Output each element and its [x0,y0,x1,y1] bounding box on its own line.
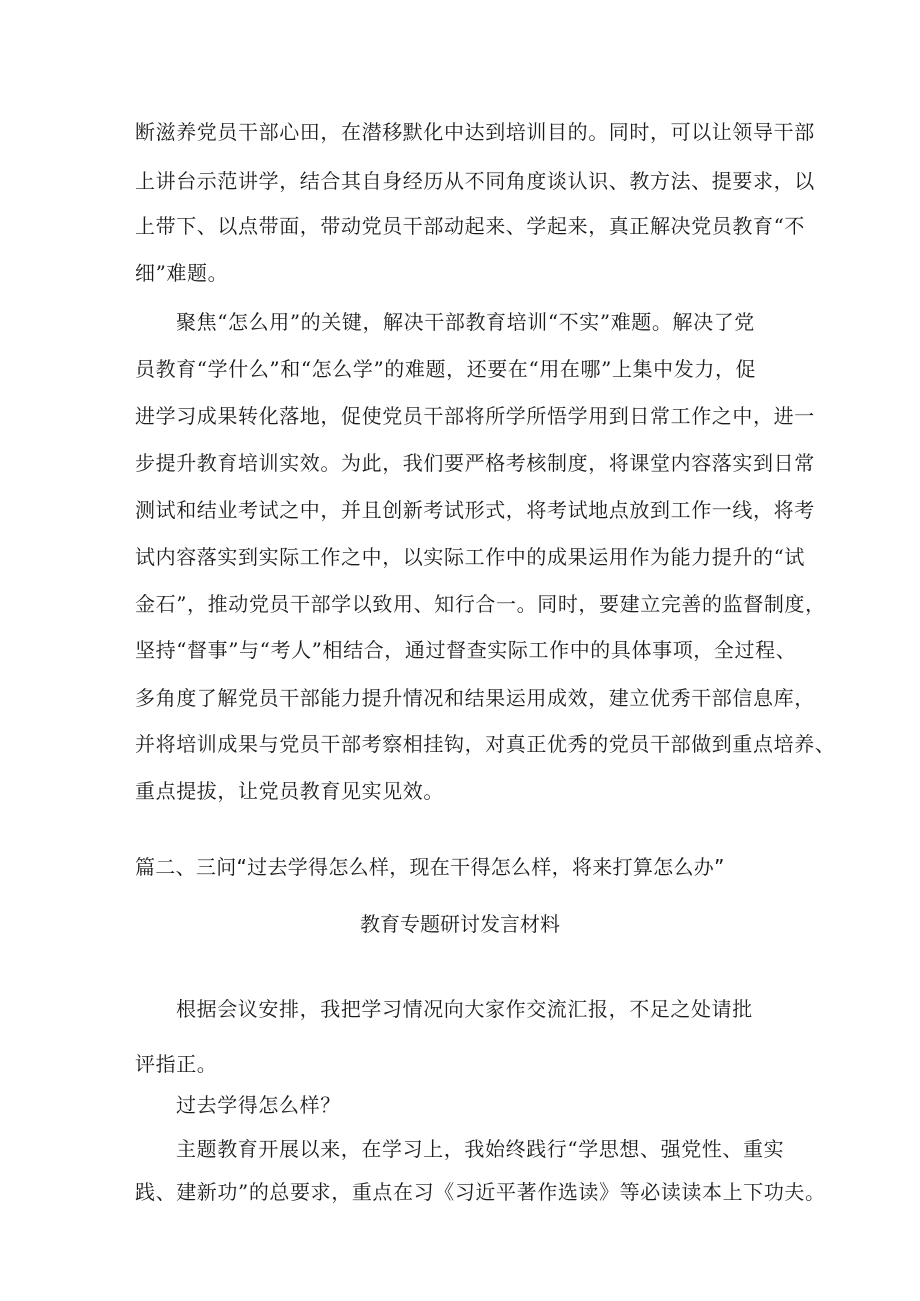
paragraph-line: 试内容落实到实际工作之中，以实际工作中的成果运用作为能力提升的“试 [135,545,806,569]
paragraph-line: 并将培训成果与党员干部考察相挂钩，对真正优秀的党员干部做到重点培养、 [135,732,836,756]
paragraph-line: 聚焦“怎么用”的关键，解决干部教育培训“不实”难题。解决了党 [176,310,755,334]
paragraph-line: 进学习成果转化落地，促使党员干部将所学所悟学用到日常工作之中，进一 [135,404,815,428]
paragraph-line: 测试和结业考试之中，并且创新考试形式，将考试地点放到工作一线，将考 [135,498,815,522]
paragraph-line: 金石”，推动党员干部学以致用、知行合一。同时，要建立完善的监督制度， [135,592,826,616]
intro-line: 根据会议安排，我把学习情况向大家作交流汇报，不足之处请批 [176,997,753,1021]
body-line: 主题教育开展以来，在学习上，我始终践行“学思想、强党性、重实 [176,1137,785,1161]
paragraph-line: 断滋养党员干部心田，在潜移默化中达到培训目的。同时，可以让领导干部 [135,120,815,144]
section-title: 篇二、三问“过去学得怎么样，现在干得怎么样，将来打算怎么办” [135,855,725,879]
paragraph-line: 重点提拔，让党员教育见实见效。 [135,779,444,803]
paragraph-line: 员教育“学什么”和“怎么学”的难题，还要在“用在哪”上集中发力，促 [135,357,757,381]
intro-line: 评指正。 [135,1052,218,1076]
question-heading: 过去学得怎么样？ [176,1093,341,1117]
paragraph-line: 细”难题。 [135,261,229,285]
paragraph-line: 步提升教育培训实效。为此，我们要严格考核制度，将课堂内容落实到日常 [135,451,815,475]
paragraph-line: 坚持“督事”与“考人”相结合，通过督查实际工作中的具体事项，全过程、 [135,638,797,662]
section-subtitle: 教育专题研讨发言材料 [360,912,560,936]
paragraph-line: 上讲台示范讲学，结合其自身经历从不同角度谈认识、教方法、提要求，以 [135,169,815,193]
paragraph-line: 多角度了解党员干部能力提升情况和结果运用成效，建立优秀干部信息库， [135,686,815,710]
body-line: 践、建新功”的总要求，重点在习《习近平著作选读》等必读读本上下功夫。 [135,1180,826,1204]
paragraph-line: 上带下、以点带面，带动党员干部动起来、学起来，真正解决党员教育“不 [135,214,806,238]
